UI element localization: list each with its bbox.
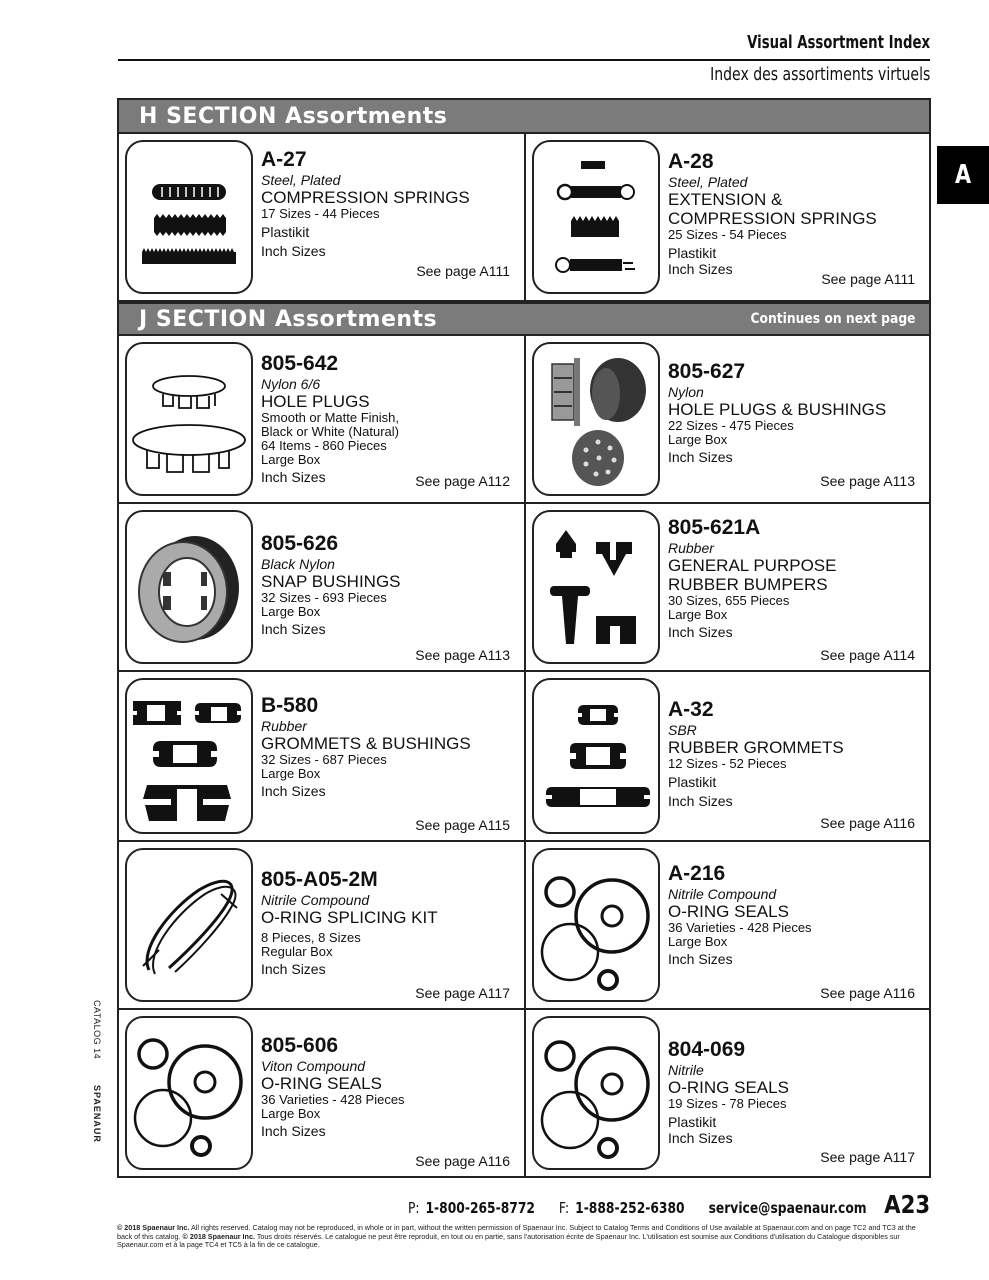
see-page-link[interactable]: See page A114 (820, 647, 915, 664)
product-card-805-627[interactable] (524, 336, 929, 502)
product-spec: 30 Sizes, 655 Pieces (668, 593, 790, 609)
product-info (660, 848, 923, 1002)
product-spec: 19 Sizes - 78 Pieces (668, 1096, 787, 1112)
product-spec: 32 Sizes - 693 Pieces (261, 590, 387, 606)
product-name: EXTENSION & COMPRESSION SPRINGS (668, 190, 877, 229)
product-code: 805-A05-2M (261, 868, 378, 891)
product-spec: Regular Box (261, 944, 333, 960)
see-page-link[interactable]: See page A112 (415, 473, 510, 490)
product-name: COMPRESSION SPRINGS (261, 188, 470, 208)
product-code: 804-069 (668, 1038, 746, 1061)
oring-seals-icon (532, 1016, 660, 1170)
product-material: Viton Compound (261, 1057, 366, 1074)
product-units: Inch Sizes (261, 961, 326, 978)
legal-notice (117, 1224, 932, 1250)
fax-label: F: (558, 1199, 570, 1217)
h-section-title: H SECTION Assortments (139, 103, 448, 129)
product-info (660, 140, 923, 294)
see-page-link[interactable]: See page A116 (820, 815, 915, 832)
see-page-link[interactable]: See page A113 (415, 647, 510, 664)
legal-text-fr: Tous droits réservés. Le catalogue ne peut être reproduit, en tout ou en partie, sans l'autorisation écrite de Spaenaur Inc. L'utilisation est soumise aux Conditions d'utilisation du Catalogue disponibles sur Spaenaur.com et à la page TC4 et TC5 à la fin de ce catalogue. (117, 1231, 900, 1250)
table-row (119, 1010, 929, 1176)
product-card-a-27[interactable] (119, 134, 524, 300)
oring-seals-icon (125, 1016, 253, 1170)
product-name: GENERAL PURPOSE RUBBER BUMPERS (668, 556, 837, 595)
product-spec: 36 Varieties - 428 Pieces (261, 1092, 405, 1108)
copyright-en: © 2018 Spaenaur Inc. (117, 1223, 190, 1232)
product-units: Inch Sizes (261, 1123, 326, 1140)
product-material: Nitrile (668, 1061, 704, 1078)
catalog-label: CATALOG 14 (92, 1000, 102, 1060)
oring-seals-icon (532, 848, 660, 1002)
phone-number[interactable]: 1-800-265-8772 (425, 1199, 535, 1217)
product-spec: 25 Sizes - 54 Pieces (668, 227, 787, 243)
product-code: 805-621A (668, 516, 761, 539)
footer-contact (408, 1199, 867, 1217)
product-card-804-069[interactable] (524, 1010, 929, 1176)
extension-springs-icon (532, 140, 660, 294)
product-units: Inch Sizes (668, 449, 733, 466)
see-page-link[interactable]: See page A116 (820, 985, 915, 1002)
product-name: O-RING SEALS (668, 902, 789, 922)
product-info (660, 1016, 923, 1170)
product-code: A-32 (668, 698, 714, 721)
j-section-bar (119, 302, 929, 336)
product-info (253, 140, 518, 294)
product-units: Inch Sizes (668, 792, 733, 809)
product-material: Rubber (261, 717, 307, 734)
product-spec: 12 Sizes - 52 Pieces (668, 756, 787, 772)
product-card-a-216[interactable] (524, 842, 929, 1008)
compression-springs-icon (125, 140, 253, 294)
product-package: Plastikit (668, 774, 717, 791)
product-units: Inch Sizes (668, 260, 733, 277)
product-package: Plastikit (668, 245, 717, 262)
product-spec: Large Box (261, 451, 321, 467)
product-units: Inch Sizes (668, 624, 733, 641)
product-material: Nylon (668, 383, 704, 400)
fax-number: 1-888-252-6380 (575, 1199, 685, 1217)
product-name: HOLE PLUGS & BUSHINGS (668, 400, 887, 420)
product-spec: 22 Sizes - 475 Pieces (668, 418, 794, 434)
product-code: A-27 (261, 148, 307, 171)
see-page-link[interactable]: See page A111 (821, 271, 915, 288)
see-page-link[interactable]: See page A117 (415, 985, 510, 1002)
table-row (119, 336, 929, 504)
section-tab-a[interactable] (937, 146, 989, 204)
product-name: SNAP BUSHINGS (261, 572, 401, 592)
snap-bushing-icon (125, 510, 253, 664)
product-card-a-32[interactable] (524, 672, 929, 840)
product-name: O-RING SEALS (261, 1074, 382, 1094)
product-material: Nitrile Compound (668, 885, 777, 902)
product-name: RUBBER GROMMETS (668, 738, 844, 758)
copyright-fr: © 2018 Spaenaur Inc. (182, 1231, 255, 1241)
product-info (660, 510, 923, 664)
table-row (119, 842, 929, 1010)
product-card-a-28[interactable] (524, 134, 929, 300)
product-spec: 32 Sizes - 687 Pieces (261, 752, 387, 768)
product-name: GROMMETS & BUSHINGS (261, 734, 471, 754)
hole-plugs-icon (125, 342, 253, 496)
product-card-b-580[interactable] (119, 672, 524, 840)
product-package: Plastikit (668, 1114, 717, 1131)
product-material: Nitrile Compound (261, 891, 370, 908)
grommets-icon (125, 678, 253, 834)
product-spec: Large Box (261, 1106, 321, 1122)
product-material: SBR (668, 721, 697, 738)
assortment-grid (117, 98, 931, 1178)
product-card-805-626[interactable] (119, 504, 524, 670)
product-package: Plastikit (261, 224, 310, 241)
product-code: 805-626 (261, 532, 339, 555)
page-number: A23 (883, 1190, 930, 1219)
continues-note: Continues on next page (750, 311, 915, 327)
product-card-805-642[interactable] (119, 336, 524, 502)
product-info (253, 848, 518, 1002)
see-page-link[interactable]: See page A115 (415, 817, 510, 834)
plugs-bushings-icon (532, 342, 660, 496)
section-tab-letter: A (954, 160, 972, 190)
product-info (660, 678, 923, 834)
see-page-link[interactable]: See page A117 (820, 1149, 915, 1166)
product-info (253, 510, 518, 664)
email-link[interactable]: service@spaenaur.com (708, 1199, 867, 1217)
product-info (660, 342, 923, 496)
j-section-title: J SECTION Assortments (139, 306, 438, 332)
header-rule (118, 59, 930, 61)
oring-cord-icon (125, 848, 253, 1002)
product-name: O-RING SPLICING KIT (261, 908, 438, 928)
see-page-link[interactable]: See page A111 (416, 263, 510, 280)
product-units: Inch Sizes (668, 951, 733, 968)
product-units: Inch Sizes (668, 1129, 733, 1146)
product-info (253, 678, 518, 834)
product-units: Inch Sizes (261, 242, 326, 259)
product-name: O-RING SEALS (668, 1078, 789, 1098)
see-page-link[interactable]: See page A113 (820, 473, 915, 490)
product-code: 805-642 (261, 352, 339, 375)
product-spec: 36 Varieties - 428 Pieces (668, 920, 812, 936)
product-code: A-216 (668, 862, 726, 885)
page-subtitle: Index des assortiments virtuels (709, 64, 930, 85)
product-material: Rubber (668, 539, 714, 556)
product-spec: Smooth or Matte Finish, (261, 410, 399, 426)
rubber-bumpers-icon (532, 510, 660, 664)
see-page-link[interactable]: See page A116 (415, 1153, 510, 1170)
product-spec: Large Box (668, 607, 728, 623)
product-card-805-606[interactable] (119, 1010, 524, 1176)
brand-logo-text: SPAENAUR (92, 1085, 102, 1143)
product-info (253, 1016, 518, 1170)
product-info (253, 342, 518, 496)
product-code: 805-606 (261, 1034, 339, 1057)
legal-text-en: All rights reserved. Catalog may not be reproduced, in whole or in part, without the written permission of Spaenaur Inc. Subject to Catalog Terms and Conditions of Use available at Spaenaur.com and on page TC2 and TC3 at the back of this catalog. (117, 1223, 916, 1241)
product-spec: Large Box (261, 604, 321, 620)
phone-label: P: (408, 1199, 420, 1217)
product-card-805-621a[interactable] (524, 504, 929, 670)
product-units: Inch Sizes (261, 621, 326, 638)
product-code: A-28 (668, 150, 714, 173)
h-section-bar (119, 100, 929, 134)
product-units: Inch Sizes (261, 783, 326, 800)
product-spec: 64 Items - 860 Pieces (261, 438, 387, 454)
product-card-805-a05-2m[interactable] (119, 842, 524, 1008)
product-code: B-580 (261, 694, 319, 717)
product-code: 805-627 (668, 360, 746, 383)
product-spec: Large Box (668, 432, 728, 448)
product-units: Inch Sizes (261, 468, 326, 485)
product-spec: 8 Pieces, 8 Sizes (261, 930, 361, 946)
rubber-grommets-icon (532, 678, 660, 834)
table-row (119, 504, 929, 672)
product-spec: 17 Sizes - 44 Pieces (261, 206, 380, 222)
product-material: Steel, Plated (261, 171, 341, 188)
product-spec: Large Box (668, 934, 728, 950)
product-spec: Large Box (261, 766, 321, 782)
table-row (119, 672, 929, 842)
product-material: Steel, Plated (668, 173, 748, 190)
product-material: Nylon 6/6 (261, 375, 321, 392)
product-name: HOLE PLUGS (261, 392, 370, 412)
page-title: Visual Assortment Index (747, 32, 930, 53)
product-material: Black Nylon (261, 555, 335, 572)
product-spec: Black or White (Natural) (261, 424, 399, 440)
table-row (119, 134, 929, 302)
